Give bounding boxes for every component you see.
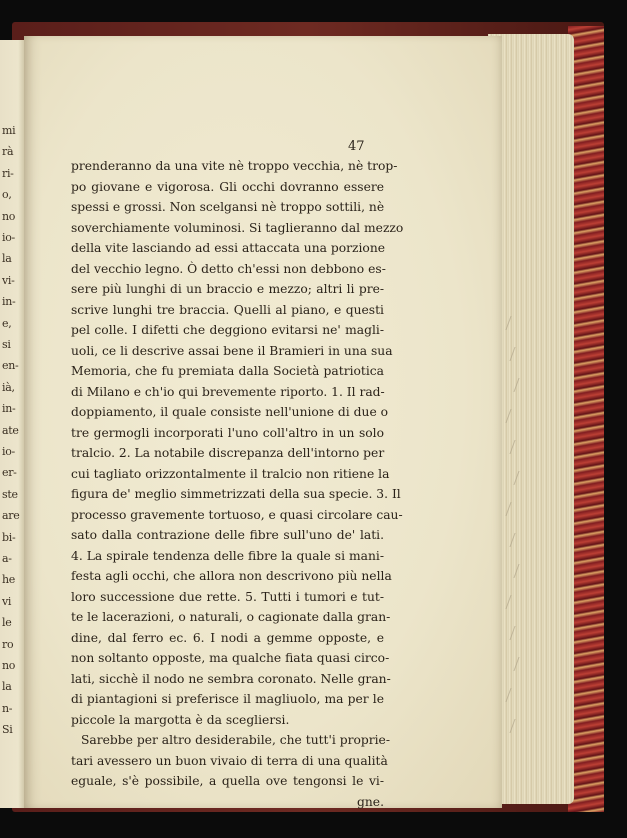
text-line: sere più lunghi di un braccio e mezzo; altri li pre-: [71, 282, 384, 296]
facing-page-fragment: a-: [2, 552, 12, 565]
text-line: dine, dal ferro ec. 6. I nodi a gemme opposte, e: [71, 630, 384, 645]
text-line: po giovane e vigorosa. Gli occhi dovranno essere: [71, 179, 384, 194]
text-line: della vite lasciando ad essi attaccata una porzione: [71, 241, 386, 255]
margin-mark: [513, 471, 529, 485]
margin-mark: [505, 409, 521, 423]
text-line: non soltanto opposte, ma qualche fiata quasi circo-: [71, 651, 390, 665]
facing-page-fragment: vi: [2, 594, 12, 608]
margin-mark: [509, 347, 525, 361]
facing-page-fragment: o,: [2, 188, 12, 202]
facing-page-fragment: no: [2, 209, 16, 223]
text-line: sato dalla contrazione delle fibre sull'uno de' lati.: [71, 528, 384, 542]
margin-marks: [508, 316, 528, 756]
margin-mark: [505, 316, 521, 330]
facing-page-fragment: bi-: [2, 530, 16, 544]
facing-page-fragment: la: [2, 680, 12, 694]
facing-page-fragment: er-: [2, 466, 17, 480]
facing-page-fragment: en-: [2, 359, 19, 373]
facing-page-fragment: in-: [2, 295, 16, 309]
text-line: cui tagliato orizzontalmente il tralcio non ritiene la: [71, 466, 390, 481]
facing-page-edge: [0, 40, 26, 808]
text-line: di Milano e ch'io qui brevemente riporto. 1. Il rad-: [71, 384, 385, 399]
facing-page-fragment: are: [2, 509, 20, 523]
page-body-text: [71, 156, 404, 812]
facing-page-fragment: Si: [2, 723, 13, 737]
margin-mark: [509, 440, 525, 454]
text-line: tralcio. 2. La notabile discrepanza dell'intorno per: [71, 446, 385, 460]
text-line: processo gravemente tortuoso, e quasi circolare cau-: [71, 507, 403, 522]
margin-mark: [513, 378, 529, 392]
facing-page-fragment: rà: [2, 145, 14, 159]
facing-page-fragment: vi-: [2, 273, 15, 287]
facing-page-fragment: no: [2, 659, 16, 672]
text-line: tre germogli incorporati l'uno coll'altro in un solo: [71, 425, 384, 440]
facing-page-fragment: he: [2, 573, 15, 587]
text-line: tari avessero un buon vivaio di terra di una qualità: [71, 753, 388, 768]
text-line: di piantagioni si preferisce il magliuolo, ma per le: [71, 692, 384, 706]
facing-page-fragment: la: [2, 252, 12, 266]
book-page: [24, 36, 502, 808]
margin-mark: [505, 688, 521, 702]
text-line: loro successione due rette. 5. Tutti i tumori e tut-: [71, 589, 384, 604]
margin-mark: [509, 719, 525, 733]
margin-mark: [513, 657, 529, 671]
facing-page-fragment: si: [2, 338, 11, 351]
facing-page-fragment: ri-: [2, 166, 14, 180]
margin-mark: [505, 595, 521, 609]
text-line: gne.: [357, 794, 384, 809]
text-line: del vecchio legno. Ò detto ch'essi non debbono es-: [71, 261, 386, 276]
text-line: pel colle. I difetti che deggiono evitarsi ne' magli-: [71, 323, 384, 337]
facing-page-fragment: ste: [2, 487, 18, 501]
facing-page-fragment: le: [2, 616, 12, 630]
text-line: 4. La spirale tendenza delle fibre la quale si mani-: [71, 548, 384, 563]
text-line: prenderanno da una vite nè troppo vecchia, nè trop-: [71, 159, 398, 173]
margin-mark: [509, 626, 525, 640]
text-line: spessi e grossi. Non scelgansi nè troppo sottili, nè: [71, 200, 385, 214]
facing-page-fragment: mi: [2, 124, 16, 137]
facing-page-fragment: n-: [2, 701, 13, 715]
facing-page-fragment: ate: [2, 423, 19, 437]
text-line: uoli, ce li descrive assai bene il Bramieri in una sua: [71, 343, 393, 358]
text-line: te le lacerazioni, o naturali, o cagionate dalla gran-: [71, 610, 391, 624]
text-line: figura de' meglio simmetrizzati della sua specie. 3. Il: [71, 487, 401, 501]
text-line: piccole la margotta è da scegliersi.: [71, 712, 290, 727]
text-line: lati, sicchè il nodo ne sembra coronato. Nelle gran-: [71, 671, 391, 686]
facing-page-fragment: io-: [2, 231, 15, 244]
text-line: doppiamento, il quale consiste nell'unione di due o: [71, 405, 389, 419]
text-line: Memoria, che fu premiata dalla Società patriotica: [71, 364, 384, 378]
facing-page-fragment: e,: [2, 316, 12, 330]
margin-mark: [505, 502, 521, 516]
text-line: soverchiamente voluminosi. Si taglieranno dal mezzo: [71, 220, 404, 235]
facing-page-fragment: in-: [2, 402, 16, 416]
page-number: 47: [348, 139, 365, 154]
text-line: eguale, s'è possibile, a quella ove tengonsi le vi-: [71, 774, 384, 788]
margin-mark: [513, 564, 529, 578]
text-line: scrive lunghi tre braccia. Quelli al piano, e questi: [71, 302, 384, 317]
facing-page-fragment: io-: [2, 445, 15, 458]
facing-page-fragment: ià,: [2, 380, 15, 394]
text-line: festa agli occhi, che allora non descrivono più nella: [71, 569, 392, 583]
margin-mark: [509, 533, 525, 547]
text-line: Sarebbe per altro desiderabile, che tutt'i proprie-: [81, 733, 390, 747]
facing-page-fragment: ro: [2, 637, 14, 651]
